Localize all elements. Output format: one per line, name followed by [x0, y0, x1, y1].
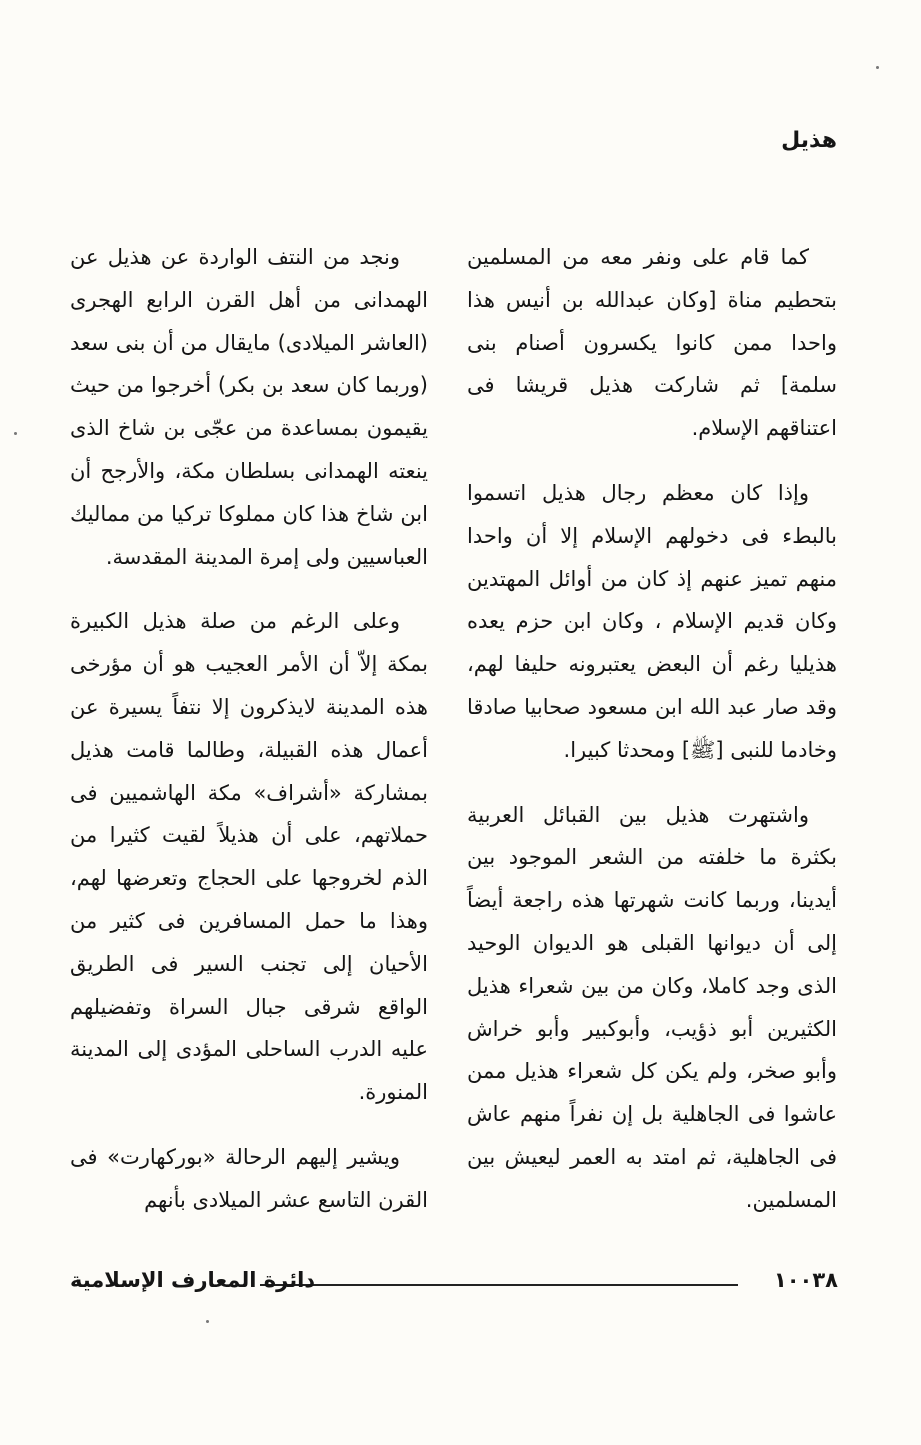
scan-speck	[14, 432, 17, 435]
scan-speck	[206, 1320, 209, 1323]
scan-speck	[876, 66, 879, 69]
paragraph: واشتهرت هذيل بين القبائل العربية بكثرة ما خلفته من الشعر الموجود بين أيدينا، وربما كانت شهرتها هذه راجعة أيضاً إلى أن ديوانها القبلى هو الديوان الوحيد الذى وجد كاملا، وكان من بين شعراء هذيل الكثيرين أبو ذؤيب، وأبوكبير وأبو خراش وأبو صخر، ولم يكن كل شعراء هذيل ممن عاشوا فى الجاهلية بل إن نفراً منهم عاش فى الجاهلية، ثم امتد به العمر ليعيش بين المسلمين.	[467, 802, 837, 1212]
journal-title: دائرة المعارف الإسلامية	[70, 1268, 316, 1292]
paragraph: ويشير إليهم الرحالة «بوركهارت» فى القرن التاسع عشر الميلادى بأنهم	[70, 1144, 428, 1212]
paragraph: كما قام على ونفر معه من المسلمين بتحطيم مناة [وكان عبدالله بن أنيس هذا واحدا ممن كانوا يكسرون أصنام بنى سلمة] ثم شاركت هذيل قريشا فى اعتناقهم الإسلام.	[467, 245, 837, 441]
page-footer	[70, 1268, 838, 1298]
running-title: هذيل	[781, 128, 837, 153]
right-column	[467, 236, 837, 1244]
paragraph: وعلى الرغم من صلة هذيل الكبيرة بمكة إلاّ أن الأمر العجيب هو أن مؤرخى هذه المدينة لايذكرون إلا نتفاً يسيرة عن أعمال هذه القبيلة، وطالما قامت هذيل بمشاركة «أشراف» مكة الهاشميين فى حملاتهم، على أن هذيلاً لقيت كثيرا من الذم لخروجها على الحجاج وتعرضها لهم، وهذا ما حمل المسافرين فى كثير من الأحيان إلى تجنب السير فى الطريق الواقع شرقى جبال السراة وتفضيلهم عليه الدرب الساحلى المؤدى إلى المدينة المنورة.	[70, 609, 428, 1105]
paragraph: ونجد من النتف الواردة عن هذيل عن الهمدانى من أهل القرن الرابع الهجرى (العاشر الميلادى) مايقال من أن بنى سعد (وربما كان سعد بن بكر) أخرجوا من حيث يقيمون بمساعدة من عجّى بن شاخ الذى ينعته الهمدانى بسلطان مكة، والأرجح أن ابن شاخ هذا كان مملوكا تركيا من مماليك العباسيين ولى إمرة المدينة المقدسة.	[70, 245, 428, 569]
left-column	[70, 236, 428, 1244]
paragraph: وإذا كان معظم رجال هذيل اتسموا بالبطء فى دخولهم الإسلام إلا أن واحدا منهم تميز عنهم إذ كان من أوائل المهتدين وكان قديم الإسلام ، وكان ابن حزم يعده هذيليا رغم أن البعض يعتبرونه حليفا لهم، وقد صار عبد الله ابن مسعود صحابيا صادقا وخادما للنبى [ﷺ] ومحدثا كبيرا.	[467, 480, 837, 762]
footer-rule	[260, 1284, 738, 1286]
page-number: ١٠٠٣٨	[773, 1268, 838, 1292]
